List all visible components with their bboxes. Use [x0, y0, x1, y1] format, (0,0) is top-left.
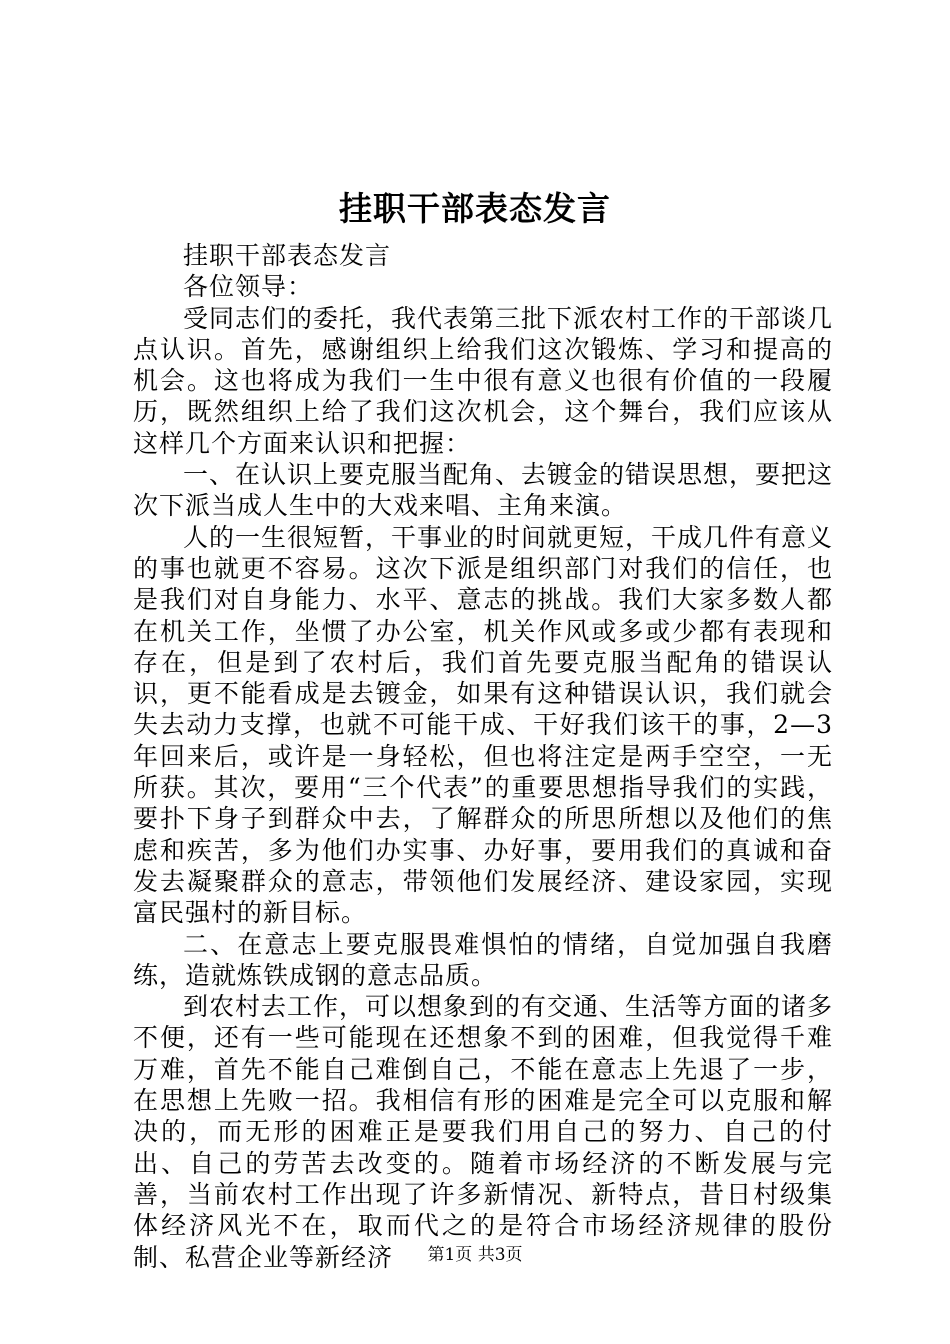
body-paragraph: 一、在认识上要克服当配角、去镀金的错误思想，要把这次下派当成人生中的大戏来唱、主角来演。	[133, 460, 834, 521]
document-title: 挂职干部表态发言	[339, 189, 611, 228]
body-paragraph: 人的一生很短暂，干事业的时间就更短，干成几件有意义的事也就更不容易。这次下派是组织部门对我们的信任，也是我们对自身能力、水平、意志的挑战。我们大家多数人都在机关工作，坐惯了办公室，机关作风或多或少都有表现和存在，但是到了农村后，我们首先要克服当配角的错误认识，更不能看成是去镀金，如果有这种错误认识，我们就会失去动力支撑，也就不可能干成、干好我们该干的事，2—3年回来后，或许是一身轻松，但也将注定是两手空空，一无所获。其次，要用“三个代表”的重要思想指导我们的实践，要扑下身子到群众中去，了解群众的所思所想以及他们的焦虑和疾苦，多为他们办实事、办好事，要用我们的真诚和奋发去凝聚群众的意志，带领他们发展经济、建设家园，实现富民强村的新目标。	[133, 522, 834, 928]
body-paragraph: 受同志们的委托，我代表第三批下派农村工作的干部谈几点认识。首先，感谢组织上给我们这次锻炼、学习和提高的机会。这也将成为我们一生中很有意义也很有价值的一段履历，既然组织上给了我们这次机会，这个舞台，我们应该从这样几个方面来认识和把握：	[133, 303, 834, 458]
body-paragraph: 二、在意志上要克服畏难惧怕的情绪，自觉加强自我磨练，造就炼铁成钢的意志品质。	[133, 929, 833, 990]
body-paragraph: 各位领导：	[183, 272, 314, 302]
page-footer: 第1页 共3页	[427, 1245, 523, 1265]
document-body	[133, 240, 833, 1273]
body-paragraph: 到农村去工作，可以想象到的有交通、生活等方面的诸多不便，还有一些可能现在还想象不到的困难，但我觉得千难万难，首先不能自己难倒自己，不能在意志上先退了一步，在思想上先败一招。我相信有形的困难是完全可以克服和解决的，而无形的困难正是要我们用自己的努力、自己的付出、自己的劳苦去改变的。随着市场经济的不断发展与完善，当前农村工作出现了许多新情况、新特点，昔日村级集体经济风光不在，取而代之的是符合市场经济规律的股份制、私营企业等新经济	[133, 992, 834, 1272]
body-paragraph: 挂职干部表态发言	[183, 241, 392, 270]
